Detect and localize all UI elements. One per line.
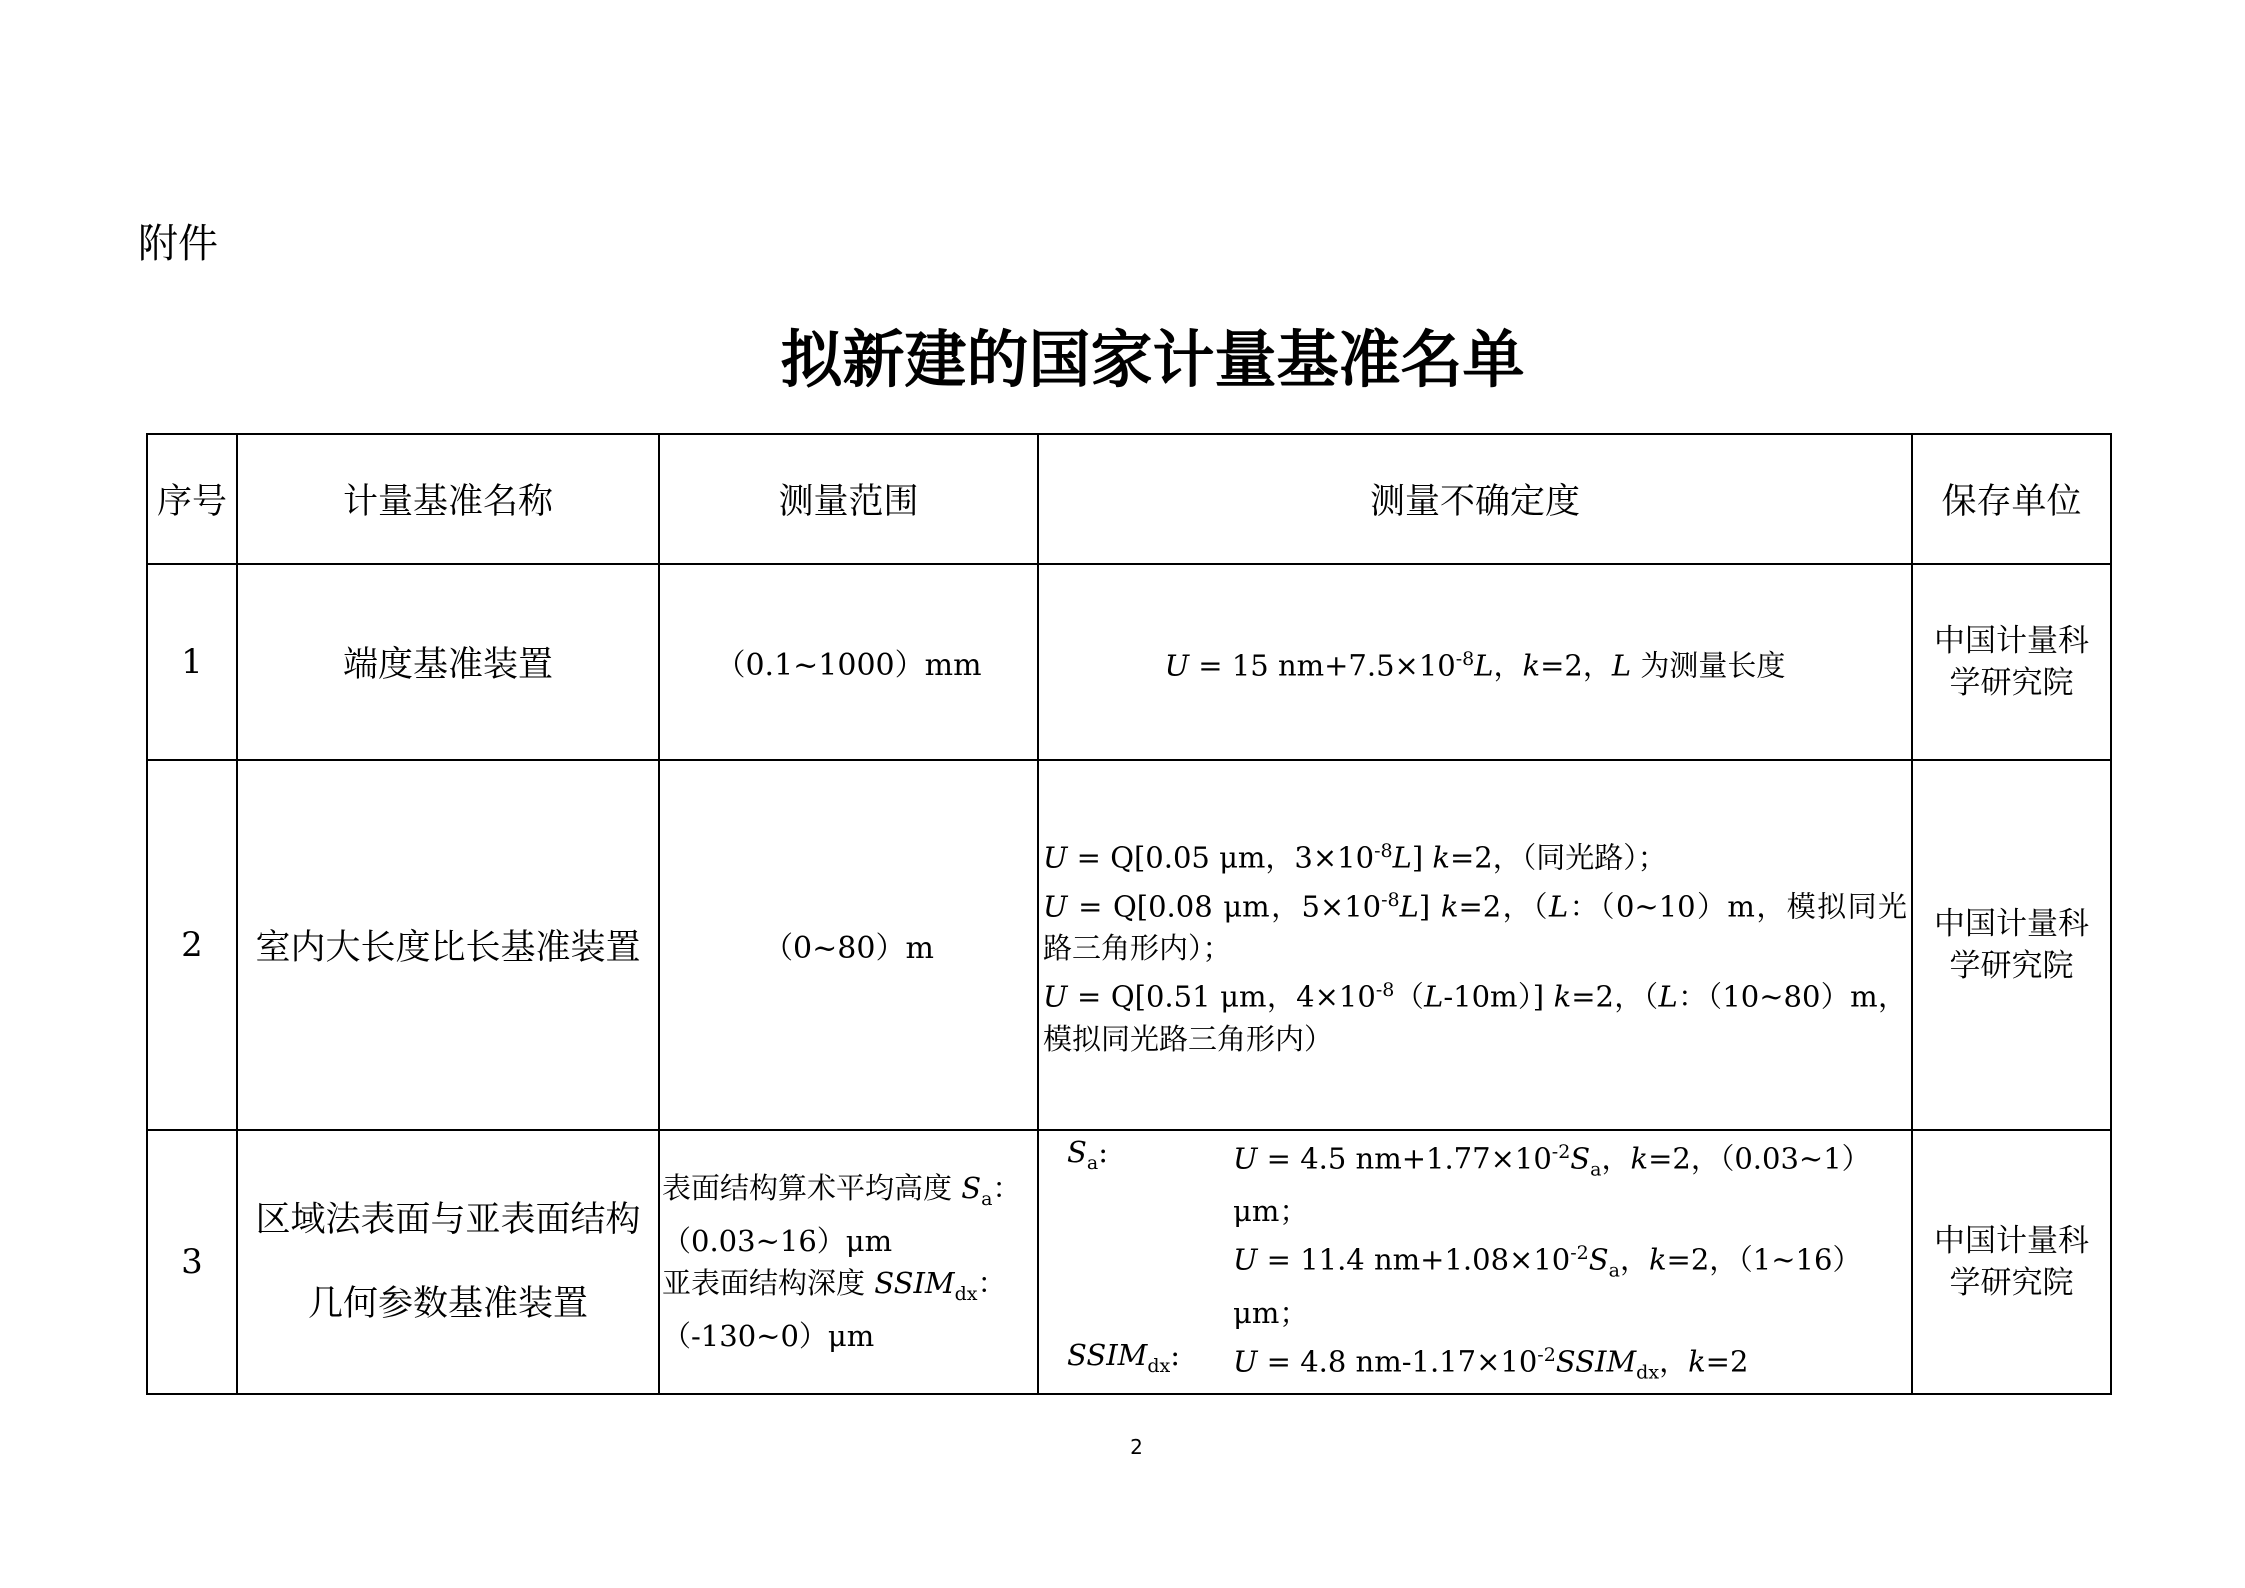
uncertainty-line-1	[1043, 830, 1907, 879]
u-symbol: U	[1043, 840, 1068, 875]
document-title: 拟新建的国家计量基准名单	[780, 323, 1525, 396]
row-3-name	[237, 1130, 659, 1394]
u-expr: -10m）]	[1443, 979, 1554, 1014]
u-sep: ]	[1418, 889, 1441, 924]
header-range: 测量范围	[659, 434, 1038, 564]
u-symbol: U	[1233, 1243, 1258, 1278]
unit-line: 学研究院	[1949, 665, 2074, 701]
colon: ：	[977, 1266, 1007, 1301]
colon: ：	[992, 1171, 1022, 1206]
k-symbol: k	[1648, 1243, 1667, 1278]
u-sep: ]	[1411, 840, 1433, 875]
sa-formula-2	[1233, 1232, 1895, 1333]
table-row	[147, 760, 2111, 1130]
u-exponent: -2	[1537, 1343, 1556, 1366]
k-symbol: k	[1440, 889, 1459, 924]
u-expr: = 11.4 nm+1.08×10	[1257, 1243, 1571, 1278]
row-2-range: （0~80）m	[659, 760, 1038, 1130]
header-seq: 序号	[147, 434, 237, 564]
name-line: 区域法表面与亚表面结构	[255, 1200, 641, 1241]
l-symbol: L	[1474, 648, 1494, 683]
unit-line: 中国计量科	[1934, 1223, 2089, 1260]
k-symbol: k	[1553, 979, 1572, 1014]
sa-label	[1055, 1131, 1233, 1232]
ssim-formula	[1233, 1334, 1895, 1393]
blank-label	[1055, 1232, 1233, 1333]
uncertainty-formula-table	[1055, 1131, 1895, 1393]
colon: :	[1098, 1135, 1108, 1169]
k-value: =2，（同光路）；	[1449, 840, 1667, 875]
row-3-uncertainty	[1038, 1130, 1912, 1394]
unit-line: 中国计量科	[1934, 623, 2089, 659]
formula-row	[1055, 1131, 1895, 1232]
u-symbol: U	[1233, 1141, 1258, 1176]
sa-symbol: S	[1570, 1141, 1591, 1176]
k-value: =2，（0.03~1）μm；	[1233, 1141, 1871, 1229]
header-name: 计量基准名称	[237, 434, 659, 564]
k-value: =2，（	[1571, 979, 1659, 1014]
sa-formula-1	[1233, 1131, 1895, 1232]
range-line-4: （-130~0）μm	[662, 1318, 875, 1353]
ssim-symbol: SSIM	[874, 1266, 955, 1301]
ssim-subscript: dx	[1636, 1361, 1660, 1384]
range-label: 亚表面结构深度	[662, 1266, 875, 1301]
u-sep: ，	[1619, 1243, 1649, 1278]
k-symbol: k	[1432, 840, 1450, 875]
range-label: 表面结构算术平均高度	[662, 1171, 962, 1206]
colon: :	[1170, 1337, 1181, 1372]
name-line: 几何参数基准装置	[307, 1284, 588, 1325]
k-symbol: k	[1688, 1344, 1706, 1379]
ssim-symbol: SSIM	[1067, 1337, 1148, 1372]
unit-line: 学研究院	[1949, 948, 2074, 984]
sa-subscript: a	[1608, 1259, 1620, 1282]
sa-symbol: S	[1067, 1135, 1087, 1169]
formula-row	[1055, 1334, 1895, 1393]
ssim-subscript: dx	[954, 1282, 978, 1305]
table-row	[147, 564, 2111, 760]
u-symbol: U	[1233, 1344, 1258, 1379]
table-row	[147, 1130, 2111, 1394]
range-line-2: （0.03~16）μm	[662, 1224, 893, 1259]
u-expr: = Q[0.51 μm，4×10	[1067, 979, 1376, 1014]
range-line-1	[662, 1167, 1037, 1220]
u-symbol: U	[1164, 648, 1190, 683]
u-expr: = Q[0.08 μm，5×10	[1067, 889, 1382, 924]
range-note: ：（10~80）m，模拟同光路三角形内）	[1043, 979, 1907, 1056]
k-value: =2，	[1540, 648, 1612, 683]
l-symbol: L	[1424, 979, 1444, 1014]
sa-subscript: a	[981, 1188, 993, 1211]
u-exponent: -8	[1375, 979, 1395, 1002]
l-note: 为测量长度	[1631, 648, 1786, 683]
l-symbol: L	[1611, 648, 1632, 683]
row-3-seq: 3	[147, 1130, 237, 1394]
ssim-symbol: SSIM	[1555, 1344, 1637, 1379]
u-expr: = 4.8 nm-1.17×10	[1257, 1344, 1538, 1379]
uncertainty-line-2	[1043, 879, 1907, 970]
u-sep: ，	[1659, 1344, 1689, 1379]
range-line-3	[662, 1262, 1037, 1315]
ssim-subscript: dx	[1147, 1354, 1171, 1377]
header-uncertainty: 测量不确定度	[1038, 434, 1912, 564]
row-1-name: 端度基准装置	[237, 564, 659, 760]
k-value: =2，（	[1458, 889, 1549, 924]
page-number: 2	[1130, 1435, 1143, 1459]
header-unit: 保存单位	[1912, 434, 2111, 564]
row-1-seq: 1	[147, 564, 237, 760]
l-symbol: L	[1399, 889, 1419, 924]
row-1-range: （0.1~1000）mm	[659, 564, 1038, 760]
benchmark-table	[146, 433, 2112, 1395]
k-value: =2	[1705, 1344, 1749, 1379]
k-symbol: k	[1522, 648, 1541, 683]
sa-symbol: S	[961, 1171, 982, 1206]
l-symbol: L	[1392, 840, 1412, 875]
unit-line: 中国计量科	[1934, 906, 2089, 942]
row-1-uncertainty	[1038, 564, 1912, 760]
paren: （	[1394, 979, 1425, 1014]
formula-row	[1055, 1232, 1895, 1333]
u-sep: ，	[1601, 1141, 1631, 1176]
u-symbol: U	[1043, 889, 1068, 924]
row-3-unit	[1912, 1130, 2111, 1394]
sa-subscript: a	[1590, 1158, 1602, 1181]
l-symbol: L	[1548, 889, 1569, 924]
u-symbol: U	[1043, 979, 1068, 1014]
row-2-name: 室内大长度比长基准装置	[237, 760, 659, 1130]
uncertainty-line-3	[1043, 969, 1907, 1060]
sa-symbol: S	[1588, 1243, 1609, 1278]
k-value: =2，（1~16）μm；	[1233, 1243, 1862, 1330]
u-expr: = 4.5 nm+1.77×10	[1257, 1141, 1552, 1176]
u-exponent: -8	[1374, 840, 1393, 863]
u-exponent: -8	[1455, 647, 1475, 670]
ssim-label	[1055, 1334, 1233, 1393]
k-symbol: k	[1630, 1141, 1649, 1176]
sa-subscript: a	[1086, 1151, 1099, 1174]
attachment-label: 附件	[138, 221, 218, 267]
row-1-unit	[1912, 564, 2111, 760]
row-2-uncertainty	[1038, 760, 1912, 1130]
u-exponent: -8	[1381, 888, 1400, 911]
l-symbol: L	[1658, 979, 1678, 1014]
u-exponent: -2	[1570, 1242, 1589, 1265]
u-expr: = Q[0.05 μm，3×10	[1067, 840, 1375, 875]
row-2-unit	[1912, 760, 2111, 1130]
row-2-seq: 2	[147, 760, 237, 1130]
unit-line: 学研究院	[1949, 1265, 2074, 1302]
u-expr: = 15 nm+7.5×10	[1189, 648, 1456, 683]
row-3-range	[659, 1130, 1038, 1394]
u-exponent: -2	[1551, 1141, 1571, 1163]
table-header-row	[147, 434, 2111, 564]
u-sep: ，	[1493, 648, 1523, 683]
range-note: ：（0~10）m，模拟同光路三角形内）；	[1043, 889, 1907, 966]
